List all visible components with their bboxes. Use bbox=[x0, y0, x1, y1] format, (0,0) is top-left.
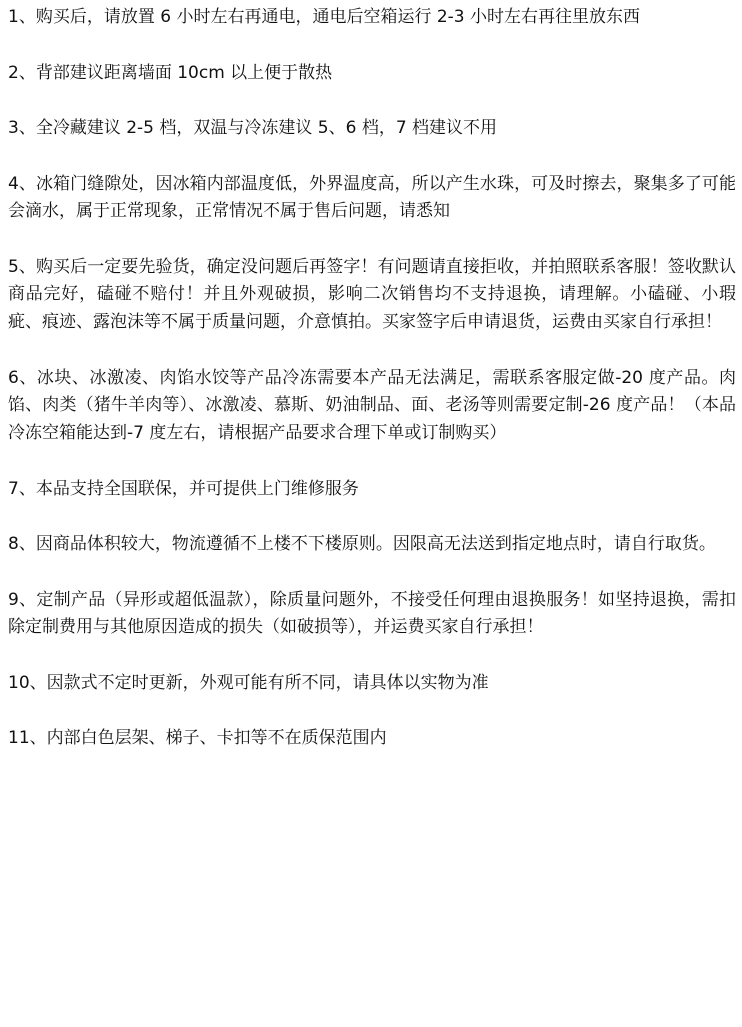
notice-item-5: 5、购买后一定要先验货，确定没问题后再签字！有问题请直接拒收，并拍照联系客服！签收默认商品完好，磕碰不赔付！并且外观破损，影响二次销售均不支持退换，请理解。小磕碰、小瑕疵、痕迹、露泡沫等不属于质量问题，介意慎拍。买家签字后申请退货，运费由买家自行承担！ bbox=[8, 256, 736, 333]
notice-item-1: 1、购买后，请放置 6 小时左右再通电，通电后空箱运行 2-3 小时左右再往里放东西 bbox=[8, 7, 641, 27]
notice-item-11: 11、内部白色层架、梯子、卡扣等不在质保范围内 bbox=[8, 728, 387, 749]
notice-item-3: 3、全冷藏建议 2-5 档，双温与冷冻建议 5、6 档，7 档建议不用 bbox=[8, 118, 498, 138]
notice-item-4: 4、冰箱门缝隙处，因冰箱内部温度低，外界温度高，所以产生水珠，可及时擦去，聚集多了可能会滴水，属于正常现象，正常情况不属于售后问题，请悉知 bbox=[8, 173, 736, 222]
notice-item-6: 6、冰块、冰激凌、肉馅水饺等产品冷冻需要本产品无法满足，需联系客服定做-20 度产品。肉馅、肉类（猪牛羊肉等）、冰激凌、慕斯、奶油制品、面、老汤等则需要定制-26 度产品！（本品冷冻空箱能达到-7 度左右，请根据产品要求合理下单或订制购买） bbox=[8, 367, 736, 444]
notice-item-10: 10、因款式不定时更新，外观可能有所不同，请具体以实物为准 bbox=[8, 672, 489, 693]
notice-item-8: 8、因商品体积较大，物流遵循不上楼不下楼原则。因限高无法送到指定地点时，请自行取货。 bbox=[8, 534, 716, 555]
notice-item-9: 9、定制产品（异形或超低温款），除质量问题外，不接受任何理由退换服务！如坚持退换，需扣除定制费用与其他原因造成的损失（如破损等），并运费买家自行承担！ bbox=[8, 589, 736, 638]
notice-item-2: 2、背部建议距离墙面 10cm 以上便于散热 bbox=[8, 62, 333, 83]
notice-item-7: 7、本品支持全国联保，并可提供上门维修服务 bbox=[8, 478, 359, 499]
